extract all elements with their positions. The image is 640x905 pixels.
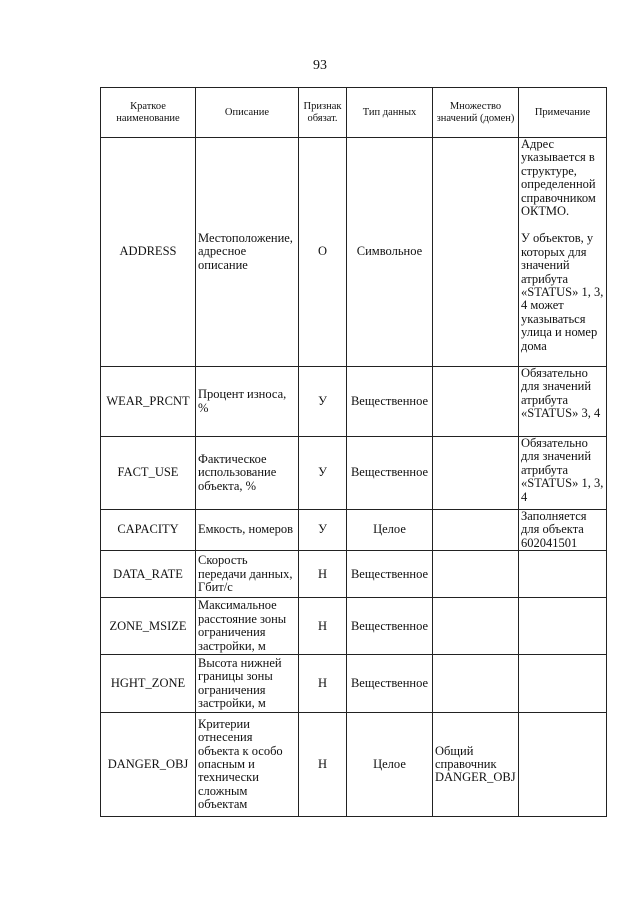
table-row (101, 655, 607, 713)
note-paragraph: У объектов, у которых для значений атрибута «STATUS» 1, 3, 4 может указываться улица и номер дома (521, 231, 604, 353)
note-paragraph: Адрес указывается в структуре, определенной справочником ОКТМО. (521, 137, 596, 219)
header-required: Признак обязат. (299, 88, 347, 138)
table-header-row (101, 88, 607, 138)
header-short-name: Краткое наименование (101, 88, 196, 138)
attribute-required-cell: У (299, 510, 347, 551)
attribute-required-cell: Н (299, 655, 347, 713)
attribute-type-cell: Вещественное (347, 598, 433, 655)
attributes-table (100, 87, 607, 817)
attribute-description-cell: Максимальное расстояние зоны ограничения застройки, м (196, 598, 299, 655)
note-paragraph: Обязательно для значений атрибута «STATUS» 3, 4 (521, 366, 601, 421)
page-number: 93 (313, 58, 327, 73)
header-domain: Множество значений (домен) (433, 88, 519, 138)
attribute-note-cell (519, 551, 607, 598)
attribute-name-cell: CAPACITY (101, 510, 196, 551)
attribute-type-cell: Вещественное (347, 655, 433, 713)
attribute-note-cell (519, 713, 607, 817)
attribute-description-cell: Процент износа, % (196, 367, 299, 437)
attribute-name-cell: DANGER_OBJ (101, 713, 196, 817)
attribute-description-cell: Емкость, номеров (196, 510, 299, 551)
attribute-domain-cell (433, 551, 519, 598)
attribute-domain-cell (433, 598, 519, 655)
attribute-domain-cell: Общий справочник DANGER_OBJ (433, 713, 519, 817)
attribute-note-cell (519, 437, 607, 510)
attribute-type-cell: Символьное (347, 138, 433, 367)
attribute-required-cell: О (299, 138, 347, 367)
attribute-description-cell: Скорость передачи данных, Гбит/с (196, 551, 299, 598)
header-note: Примечание (519, 88, 607, 138)
attribute-name-cell: WEAR_PRCNT (101, 367, 196, 437)
attribute-required-cell: Н (299, 598, 347, 655)
header-data-type: Тип данных (347, 88, 433, 138)
attribute-note-cell (519, 367, 607, 437)
attribute-domain-cell (433, 437, 519, 510)
attribute-description-cell: Критерии отнесения объекта к особо опасным и технически сложным объектам (196, 713, 299, 817)
attribute-required-cell: У (299, 367, 347, 437)
note-paragraph: Заполняется для объекта 602041501 (521, 509, 587, 550)
attribute-required-cell: Н (299, 551, 347, 598)
table-row (101, 510, 607, 551)
attribute-type-cell: Вещественное (347, 551, 433, 598)
attribute-type-cell: Вещественное (347, 367, 433, 437)
header-description: Описание (196, 88, 299, 138)
attribute-name-cell: DATA_RATE (101, 551, 196, 598)
attribute-type-cell: Целое (347, 510, 433, 551)
attribute-note-cell (519, 598, 607, 655)
attribute-required-cell: У (299, 437, 347, 510)
attribute-name-cell: ADDRESS (101, 138, 196, 367)
attribute-note-cell (519, 655, 607, 713)
note-paragraph: Обязательно для значений атрибута «STATUS» 1, 3, 4 (521, 436, 604, 504)
attribute-description-cell: Фактическое использование объекта, % (196, 437, 299, 510)
attribute-domain-cell (433, 367, 519, 437)
attribute-domain-cell (433, 138, 519, 367)
attribute-name-cell: FACT_USE (101, 437, 196, 510)
attribute-note-cell (519, 138, 607, 367)
attribute-name-cell: ZONE_MSIZE (101, 598, 196, 655)
table-row (101, 367, 607, 437)
attribute-description-cell: Местоположение, адресное описание (196, 138, 299, 367)
table-row (101, 437, 607, 510)
attribute-required-cell: Н (299, 713, 347, 817)
attribute-domain-cell (433, 510, 519, 551)
attribute-domain-cell (433, 655, 519, 713)
table-row (101, 138, 607, 367)
attribute-note-cell (519, 510, 607, 551)
note-paragraph-gap (521, 218, 604, 232)
table-row (101, 598, 607, 655)
attribute-type-cell: Вещественное (347, 437, 433, 510)
table-row (101, 551, 607, 598)
attribute-description-cell: Высота нижней границы зоны ограничения застройки, м (196, 655, 299, 713)
attribute-name-cell: HGHT_ZONE (101, 655, 196, 713)
table-row (101, 713, 607, 817)
attribute-type-cell: Целое (347, 713, 433, 817)
